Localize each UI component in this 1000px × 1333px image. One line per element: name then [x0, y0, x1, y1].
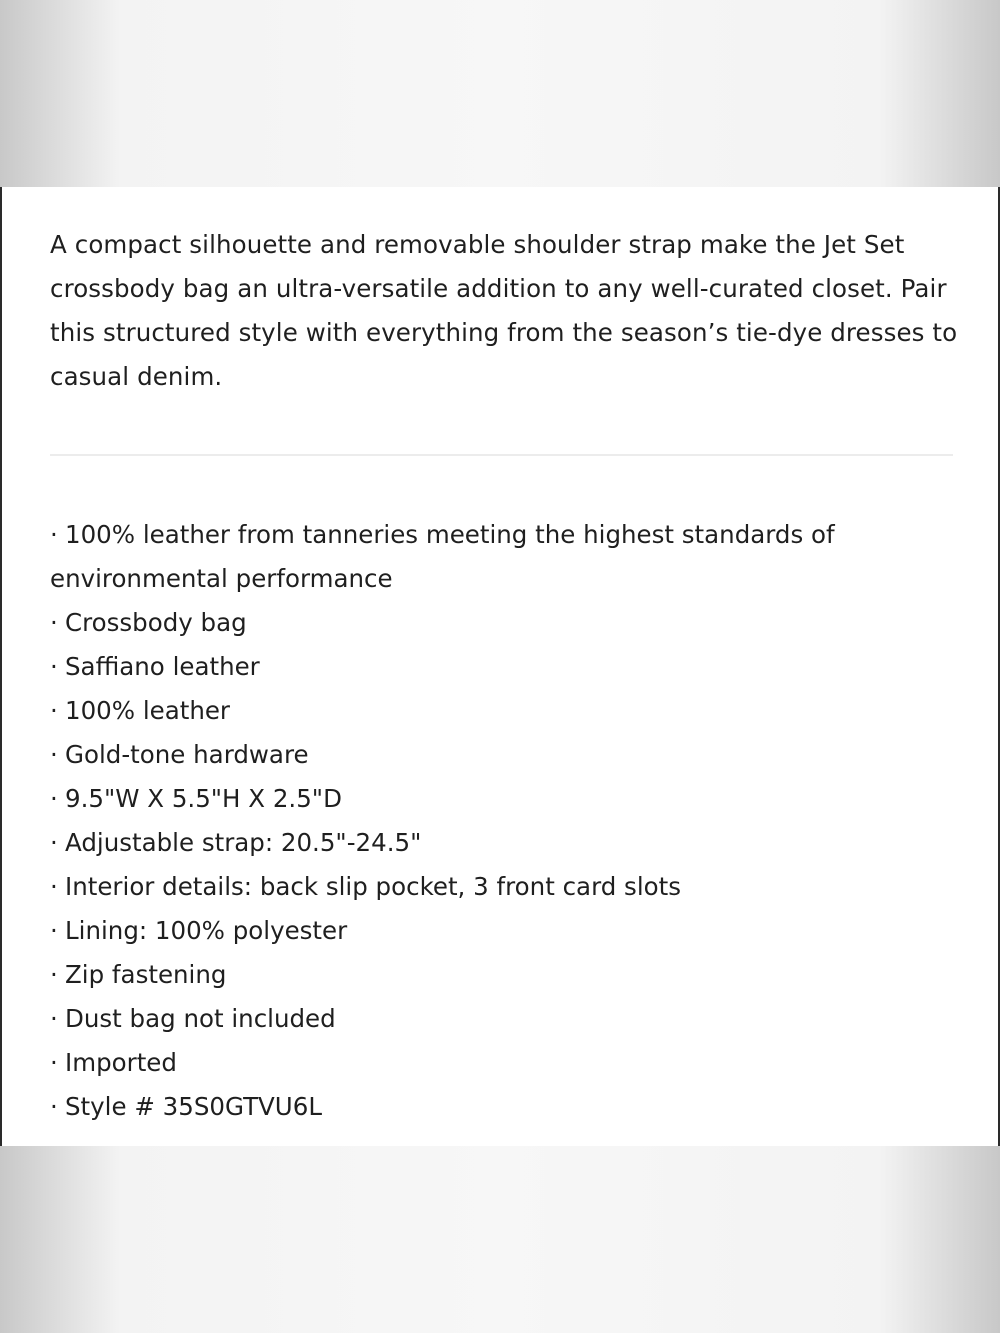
feature-item	[50, 953, 960, 997]
bullet-dot: ·	[50, 652, 58, 681]
feature-item	[50, 513, 960, 601]
feature-item	[50, 865, 960, 909]
bullet-dot: ·	[50, 872, 58, 901]
bullet-dot: ·	[50, 916, 58, 945]
product-features-list	[50, 513, 960, 1129]
feature-item	[50, 689, 960, 733]
feature-item	[50, 1041, 960, 1085]
feature-item	[50, 1085, 960, 1129]
blurred-background-top	[0, 0, 1000, 187]
feature-text: Lining: 100% polyester	[65, 916, 348, 945]
feature-item	[50, 997, 960, 1041]
feature-item	[50, 733, 960, 777]
bullet-dot: ·	[50, 1004, 58, 1033]
feature-item	[50, 601, 960, 645]
bullet-dot: ·	[50, 828, 58, 857]
feature-text: 9.5"W X 5.5"H X 2.5"D	[65, 784, 342, 813]
feature-text: Gold-tone hardware	[65, 740, 309, 769]
feature-item	[50, 909, 960, 953]
feature-item	[50, 777, 960, 821]
bullet-dot: ·	[50, 1048, 58, 1077]
bullet-dot: ·	[50, 1092, 58, 1121]
feature-text: Saffiano leather	[65, 652, 260, 681]
bullet-dot: ·	[50, 740, 58, 769]
product-description: A compact silhouette and removable shoulder strap make the Jet Set crossbody bag an ultra-versatile addition to any well-curated closet. Pair this structured style with everything from the season’s tie-dye dresses to casual denim.	[50, 230, 958, 391]
bullet-dot: ·	[50, 696, 58, 725]
bullet-dot: ·	[50, 960, 58, 989]
feature-text: 100% leather from tanneries meeting the highest standards of environmental performance	[50, 520, 835, 593]
section-divider	[50, 454, 953, 456]
feature-text: Style # 35S0GTVU6L	[65, 1092, 322, 1121]
feature-text: Zip fastening	[65, 960, 227, 989]
blurred-background-bottom	[0, 1146, 1000, 1333]
feature-text: Imported	[65, 1048, 177, 1077]
feature-item	[50, 821, 960, 865]
feature-text: Adjustable strap: 20.5"-24.5"	[65, 828, 422, 857]
feature-text: Interior details: back slip pocket, 3 front card slots	[65, 872, 681, 901]
feature-text: Dust bag not included	[65, 1004, 336, 1033]
feature-item	[50, 645, 960, 689]
bullet-dot: ·	[50, 520, 58, 549]
bullet-dot: ·	[50, 608, 58, 637]
feature-text: Crossbody bag	[65, 608, 247, 637]
feature-text: 100% leather	[65, 696, 231, 725]
bullet-dot: ·	[50, 784, 58, 813]
product-details-card	[0, 187, 1000, 1146]
